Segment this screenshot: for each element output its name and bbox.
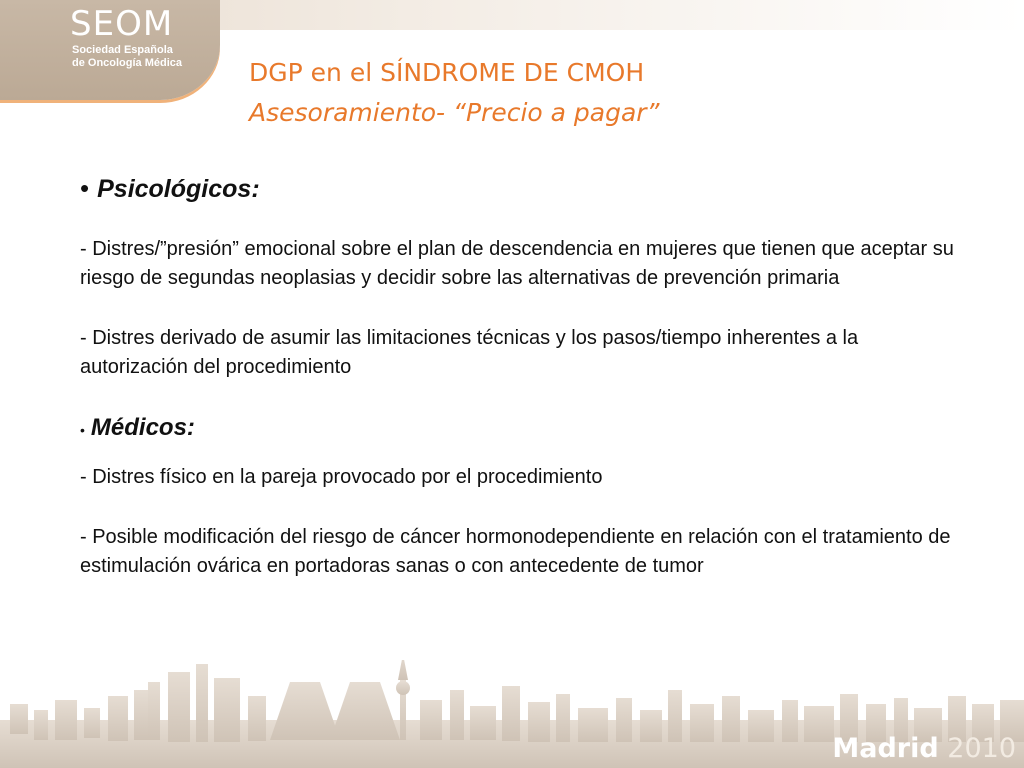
seom-logo bbox=[0, 0, 220, 100]
heading-psicologicos bbox=[80, 174, 960, 204]
medicos-item-1: - Distres físico en la pareja provocado por el procedimiento bbox=[80, 466, 603, 488]
logo-subtitle-line1: Sociedad Española bbox=[72, 44, 173, 56]
slide-body bbox=[80, 174, 960, 581]
medicos-item-2: - Posible modificación del riesgo de cáncer hormonodependiente en relación con el tratamiento de estimulación ovárica en portadoras sanas o con antecedente de tumor bbox=[80, 526, 951, 577]
heading-medicos bbox=[80, 413, 960, 445]
psico-item-2: - Distres derivado de asumir las limitaciones técnicas y los pasos/tiempo inherentes a la autorización del procedimiento bbox=[80, 327, 859, 378]
slide-title: DGP en el SÍNDROME DE CMOH bbox=[249, 58, 645, 87]
bullet: • bbox=[80, 422, 85, 438]
footer-city: Madrid bbox=[832, 733, 939, 764]
psico-item-1: - Distres/”presión” emocional sobre el plan de descendencia en mujeres que tienen que aceptar su riesgo de segundas neoplasias y decidir sobre las alternativas de prevención primaria bbox=[80, 238, 954, 289]
footer-year: 2010 bbox=[947, 733, 1016, 764]
logo-subtitle bbox=[72, 44, 212, 70]
logo-name: SEOM bbox=[70, 4, 174, 44]
bullet: • bbox=[80, 173, 90, 203]
logo-subtitle-line2: de Oncología Médica bbox=[72, 57, 183, 69]
heading-psicologicos-text: Psicológicos: bbox=[97, 175, 260, 203]
heading-medicos-text: Médicos: bbox=[90, 414, 195, 441]
madrid-2010-logo bbox=[832, 733, 1016, 764]
slide-subtitle: Asesoramiento- “Precio a pagar” bbox=[249, 98, 660, 127]
